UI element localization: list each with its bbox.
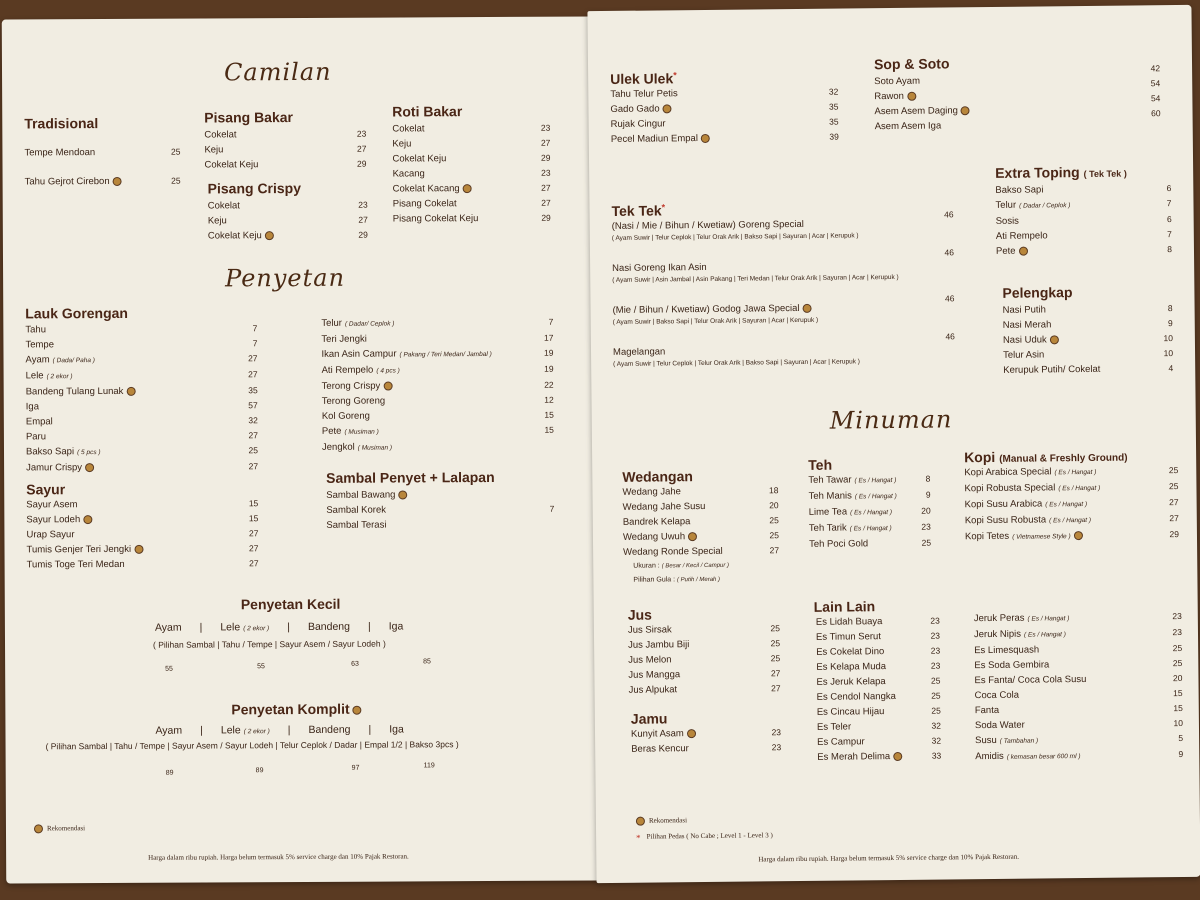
list-item: Es Kelapa Muda 23 bbox=[816, 660, 941, 673]
jamu-heading: Jamu bbox=[630, 710, 668, 727]
list-item: Rawon 54 bbox=[874, 78, 1161, 103]
list-item: Telur ( Dadar / Ceplok ) 7 bbox=[995, 198, 1172, 211]
rekomendasi-icon bbox=[34, 824, 43, 833]
list-item: Terong Goreng 12 bbox=[321, 394, 554, 407]
rekomendasi-icon bbox=[126, 387, 135, 396]
list-item: Kopi Susu Robusta ( Es / Hangat ) 27 bbox=[964, 513, 1179, 527]
list-item: Susu ( Tambahan ) 5 bbox=[975, 732, 1184, 747]
rekomendasi-icon bbox=[1050, 335, 1059, 344]
sayur-heading: Sayur bbox=[26, 481, 66, 498]
rekomendasi-icon bbox=[636, 817, 645, 826]
list-item: Rujak Cingur 35 bbox=[610, 116, 839, 130]
list-item: Es Timun Serut 23 bbox=[815, 630, 941, 643]
list-item: Bakso Sapi 6 bbox=[995, 183, 1172, 196]
list-item: Pisang Cokelat Keju 29 bbox=[392, 212, 551, 225]
pisang-bakar-list bbox=[204, 127, 366, 173]
list-item: Jeruk Peras ( Es / Hangat ) 23 bbox=[973, 610, 1182, 625]
list-item: Bandeng Tulang Lunak 35 bbox=[25, 385, 258, 398]
list-item: Iga 57 bbox=[25, 400, 258, 413]
list-item: Wedang Uwuh 25 bbox=[622, 530, 780, 543]
price: 85 bbox=[423, 658, 431, 666]
roti-bakar-heading: Roti Bakar bbox=[392, 103, 463, 120]
camilan-title: Camilan bbox=[223, 57, 332, 87]
price: 89 bbox=[255, 767, 264, 775]
rekomendasi-icon bbox=[113, 177, 122, 186]
list-item: Nasi Goreng Ikan Asin 46 ( Ayam Suwir | Asin Jambal | Asin Pakang | Teri Medan | Telur Orak Arik | Sayuran | Acar | Kerupuk ) bbox=[612, 247, 955, 284]
jus-list bbox=[628, 621, 781, 698]
lauk-gorengan-heading: Lauk Gorengan bbox=[25, 304, 129, 322]
list-item: Es Fanta/ Coca Cola Susu 20 bbox=[974, 672, 1183, 687]
list-item: Soda Water 10 bbox=[974, 717, 1183, 732]
penyetan-kecil-options: Ayam | Lele ( 2 ekor ) | Bandeng | Iga bbox=[154, 620, 404, 634]
list-item: Kunyit Asam 23 bbox=[630, 727, 782, 740]
list-item: Sosis 6 bbox=[995, 214, 1172, 227]
list-item: Paru 27 bbox=[25, 430, 258, 443]
list-item: Ati Rempelo 7 bbox=[995, 229, 1172, 242]
rekomendasi-icon bbox=[398, 490, 407, 499]
list-item: Jus Jambu Biji 25 bbox=[628, 638, 781, 651]
tek-tek-heading: Tek Tek* bbox=[611, 202, 666, 219]
penyetan-kecil-heading: Penyetan Kecil bbox=[240, 595, 341, 613]
list-item: Ati Rempelo ( 4 pcs ) 19 bbox=[321, 363, 554, 376]
list-item: Jeruk Nipis ( Es / Hangat ) 23 bbox=[973, 626, 1183, 641]
list-item: Sambal Terasi bbox=[326, 519, 387, 531]
list-item: Terong Crispy 22 bbox=[321, 379, 554, 392]
list-item: Sambal Korek 7 bbox=[326, 503, 555, 516]
rekomendasi-icon bbox=[687, 729, 696, 738]
rekomendasi-icon bbox=[1018, 247, 1027, 256]
extra-toping-heading: Extra Toping ( Tek Tek ) bbox=[995, 164, 1127, 181]
legend-pedas: * Pilihan Pedas ( No Cabe ; Level 1 - Level 3 ) bbox=[636, 831, 773, 843]
sambal-heading: Sambal Penyet + Lalapan bbox=[326, 468, 495, 486]
lain-lain-heading: Lain Lain bbox=[813, 598, 876, 615]
ulek-ulek-heading: Ulek Ulek* bbox=[610, 70, 677, 87]
list-item: Tempe Mendoan 25 bbox=[24, 146, 181, 159]
list-item: Teh Manis ( Es / Hangat ) 9 bbox=[808, 489, 931, 502]
penyetan-komplit-desc: ( Pilihan Sambal | Tahu / Tempe | Sayur Asem / Sayur Lodeh | Telur Ceplok / Dadar | Empal 1/2 | Bakso 3pcs ) bbox=[45, 739, 459, 752]
list-item: Cokelat Kacang 27 bbox=[392, 182, 551, 195]
list-item: Es Merah Delima 33 bbox=[817, 750, 942, 763]
list-item: Keju 27 bbox=[204, 143, 367, 156]
menu-left-page bbox=[2, 16, 599, 883]
kopi-heading: Kopi (Manual & Freshly Ground) bbox=[964, 448, 1128, 466]
list-item: Wedang Jahe Susu 20 bbox=[622, 500, 779, 513]
list-item: Empal 32 bbox=[25, 415, 258, 428]
jamu-list bbox=[631, 725, 781, 757]
lain-right-list bbox=[974, 609, 1184, 765]
wedangan-heading: Wedangan bbox=[622, 468, 693, 485]
legend-rekomendasi: Rekomendasi bbox=[34, 824, 85, 833]
list-item: Tumis Genjer Teri Jengki 27 bbox=[26, 543, 259, 556]
list-item: Jus Mangga 27 bbox=[628, 668, 781, 681]
pelengkap-list bbox=[1003, 301, 1174, 378]
pedas-icon: * bbox=[636, 832, 641, 843]
list-item: Tahu Telur Petis 32 bbox=[610, 86, 839, 100]
list-item: Lime Tea ( Es / Hangat ) 20 bbox=[808, 505, 931, 518]
list-item: (Nasi / Mie / Bihun / Kwetiaw) Goreng Special 46 ( Ayam Suwir | Telur Ceplok | Telur Orak Arik | Bakso Sapi | Sayuran | Acar | Kerupuk ) bbox=[611, 209, 954, 242]
list-item: Cokelat Keju 29 bbox=[207, 229, 368, 242]
list-item: Soto Ayam 42 bbox=[874, 63, 1161, 88]
list-item: Wedang Ronde Special 27 bbox=[623, 545, 780, 558]
sayur-list bbox=[26, 496, 258, 572]
list-item: Jus Alpukat 27 bbox=[628, 683, 781, 696]
rekomendasi-icon bbox=[353, 705, 362, 714]
list-item: Cokelat Keju 29 bbox=[204, 158, 367, 171]
penyetan-komplit-options: Ayam | Lele ( 2 ekor ) | Bandeng | Iga bbox=[155, 723, 404, 737]
rekomendasi-icon bbox=[961, 106, 970, 115]
rekomendasi-icon bbox=[463, 184, 472, 193]
list-item: Teh Poci Gold 25 bbox=[808, 537, 932, 550]
sambal-list bbox=[326, 487, 554, 533]
list-item: Kacang 23 bbox=[392, 167, 551, 180]
list-item: Lele ( 2 ekor ) 27 bbox=[25, 369, 258, 382]
rekomendasi-icon bbox=[265, 231, 274, 240]
price-footnote: Harga dalam ribu rupiah. Harga belum termasuk 5% service charge dan 10% Pajak Restoran. bbox=[758, 852, 1020, 864]
list-item: Es Campur 32 bbox=[817, 735, 942, 748]
list-item: (Mie / Bihun / Kwetiaw) Godog Jawa Special 46 ( Ayam Suwir | Bakso Sapi | Telur Orak Arik | Sayuran | Acar | Kerupuk ) bbox=[612, 293, 955, 326]
wedangan-list: Wedang Jahe 18 Wedang Jahe Susu 20 Bandrek Kelapa 25 Wedang Uwuh 25 Wedang Ronde Special 27 Ukuran : ( Besar / Kecil / Campur ) Pilihan Gula : ( Putih / Merah ) bbox=[622, 485, 780, 584]
pisang-crispy-heading: Pisang Crispy bbox=[207, 179, 302, 197]
list-item: Gado Gado 35 bbox=[610, 101, 839, 115]
list-item: Magelangan 46 ( Ayam Suwir | Telur Ceplok | Telur Orak Arik | Bakso Sapi | Sayuran | Acar | Kerupuk ) bbox=[612, 331, 955, 368]
legend-rekomendasi: Rekomendasi bbox=[636, 816, 687, 826]
list-item: Ayam ( Dada/ Paha ) 27 bbox=[25, 353, 258, 366]
list-item: Pete ( Musiman ) 15 bbox=[321, 424, 554, 437]
pelengkap-heading: Pelengkap bbox=[1002, 284, 1073, 301]
list-item: Nasi Merah 9 bbox=[1002, 318, 1173, 331]
list-item: Kopi Robusta Special ( Es / Hangat ) 25 bbox=[964, 481, 1179, 495]
pedas-icon: * bbox=[673, 70, 677, 81]
roti-bakar-list bbox=[392, 121, 551, 227]
rekomendasi-icon bbox=[1074, 531, 1083, 540]
list-item: Tahu 7 bbox=[25, 323, 258, 336]
list-item: Es Cendol Nangka 25 bbox=[816, 690, 941, 703]
rekomendasi-icon bbox=[907, 92, 916, 101]
jus-heading: Jus bbox=[627, 606, 652, 623]
teh-list bbox=[808, 472, 931, 552]
list-item: Wedang Jahe 18 bbox=[622, 485, 779, 498]
pisang-bakar-heading: Pisang Bakar bbox=[204, 109, 294, 126]
pedas-icon: * bbox=[661, 202, 666, 213]
list-item: Pete 8 bbox=[995, 244, 1173, 257]
list-item: Es Cincau Hijau 25 bbox=[816, 705, 941, 718]
list-item: Sayur Asem 15 bbox=[26, 498, 259, 511]
list-item: Es Teler 32 bbox=[816, 720, 942, 733]
price: 55 bbox=[257, 663, 265, 671]
list-item: Ikan Asin Campur ( Pakang / Teri Medan/ Jambal ) 19 bbox=[321, 347, 554, 360]
list-item: Coca Cola 15 bbox=[974, 687, 1183, 702]
penyetan-title: Penyetan bbox=[225, 263, 346, 293]
rekomendasi-icon bbox=[688, 532, 697, 541]
penyetan-kecil-desc: ( Pilihan Sambal | Tahu / Tempe | Sayur Asem / Sayur Lodeh ) bbox=[152, 638, 386, 650]
ulek-ulek-list bbox=[610, 85, 839, 147]
list-item: Bandrek Kelapa 25 bbox=[622, 515, 779, 528]
list-item: Bakso Sapi ( 5 pcs ) 25 bbox=[25, 445, 259, 458]
rekomendasi-icon bbox=[85, 463, 94, 472]
list-item: Teh Tawar ( Es / Hangat ) 8 bbox=[808, 473, 931, 486]
rekomendasi-icon bbox=[893, 752, 902, 761]
penyetan-komplit-heading: Penyetan Komplit bbox=[231, 701, 361, 718]
list-item: Telur ( Dadar/ Ceplok ) 7 bbox=[321, 316, 554, 329]
lauk-right-list bbox=[321, 315, 554, 456]
list-item: Kopi Tetes ( Vietnamese Style ) 29 bbox=[964, 529, 1180, 543]
list-item: Es Jeruk Kelapa 25 bbox=[816, 675, 941, 688]
list-item: Kopi Susu Arabica ( Es / Hangat ) 27 bbox=[964, 497, 1179, 511]
list-item: Pisang Cokelat 27 bbox=[392, 197, 551, 210]
price-footnote: Harga dalam ribu rupiah. Harga belum termasuk 5% service charge dan 10% Pajak Restoran. bbox=[148, 852, 409, 862]
list-item: Asem Asem Iga 60 bbox=[874, 108, 1161, 133]
list-item: Es Limesquash 25 bbox=[974, 642, 1183, 657]
list-item: Cokelat 23 bbox=[207, 199, 368, 212]
list-item: Cokelat 23 bbox=[392, 122, 551, 135]
list-item: Jus Sirsak 25 bbox=[627, 623, 780, 636]
rekomendasi-icon bbox=[83, 515, 92, 524]
list-item: Amidis ( kemasan besar 600 ml ) 9 bbox=[975, 748, 1184, 763]
sop-soto-heading: Sop & Soto bbox=[873, 55, 950, 73]
list-item: Teh Tarik ( Es / Hangat ) 23 bbox=[808, 521, 931, 534]
lain-lain-list bbox=[816, 614, 942, 765]
list-item: Cokelat Keju 29 bbox=[392, 152, 551, 165]
price: 63 bbox=[351, 660, 359, 668]
lauk-gorengan-list bbox=[25, 321, 258, 475]
list-item: Asem Asem Daging 54 bbox=[874, 93, 1161, 118]
price: 97 bbox=[351, 764, 360, 772]
list-item: Keju 27 bbox=[207, 214, 368, 227]
list-item: Kopi Arabica Special ( Es / Hangat ) 25 bbox=[964, 465, 1179, 479]
kopi-list bbox=[964, 463, 1179, 545]
list-item: Es Cokelat Dino 23 bbox=[816, 645, 941, 658]
price: 119 bbox=[423, 762, 435, 770]
extra-toping-list bbox=[995, 181, 1172, 259]
list-item: Tahu Gejrot Cirebon 25 bbox=[24, 175, 181, 188]
pisang-crispy-list bbox=[208, 198, 368, 244]
tradisional-list bbox=[24, 145, 180, 190]
list-item: Keju 27 bbox=[392, 137, 551, 150]
list-item: Urap Sayur 27 bbox=[26, 528, 259, 541]
menu-right-page bbox=[587, 5, 1200, 883]
list-item: Tempe 7 bbox=[25, 338, 258, 351]
list-item: Jus Melon 25 bbox=[628, 653, 781, 666]
list-item: Cokelat 23 bbox=[204, 128, 367, 141]
list-item: Es Lidah Buaya 23 bbox=[815, 615, 940, 628]
price: 55 bbox=[165, 665, 173, 673]
list-item: Nasi Uduk 10 bbox=[1002, 333, 1173, 346]
list-item: Sambal Bawang bbox=[326, 487, 554, 503]
teh-heading: Teh bbox=[808, 456, 833, 473]
price: 89 bbox=[165, 769, 174, 777]
list-item: Kol Goreng 15 bbox=[321, 409, 554, 422]
list-item: Nasi Putih 8 bbox=[1002, 303, 1173, 316]
list-item: Teri Jengki 17 bbox=[321, 332, 554, 345]
tradisional-heading: Tradisional bbox=[24, 115, 99, 132]
rekomendasi-icon bbox=[802, 304, 811, 313]
list-item: Beras Kencur 23 bbox=[631, 742, 782, 755]
list-item: Sayur Lodeh 15 bbox=[26, 513, 259, 526]
rekomendasi-icon bbox=[663, 104, 672, 113]
rekomendasi-icon bbox=[701, 134, 710, 143]
minuman-title: Minuman bbox=[829, 405, 953, 435]
list-item: Tumis Toge Teri Medan 27 bbox=[26, 558, 259, 571]
list-item: Telur Asin 10 bbox=[1003, 348, 1174, 361]
list-item: Fanta 15 bbox=[974, 702, 1183, 717]
rekomendasi-icon bbox=[383, 382, 392, 391]
rekomendasi-icon bbox=[134, 545, 143, 554]
list-item: Kerupuk Putih/ Cokelat 4 bbox=[1003, 363, 1174, 376]
list-item: Pecel Madiun Empal 39 bbox=[610, 131, 839, 145]
list-item: Es Soda Gembira 25 bbox=[974, 657, 1183, 672]
list-item: Jengkol ( Musiman ) bbox=[321, 441, 393, 453]
list-item: Jamur Crispy 27 bbox=[26, 461, 259, 474]
